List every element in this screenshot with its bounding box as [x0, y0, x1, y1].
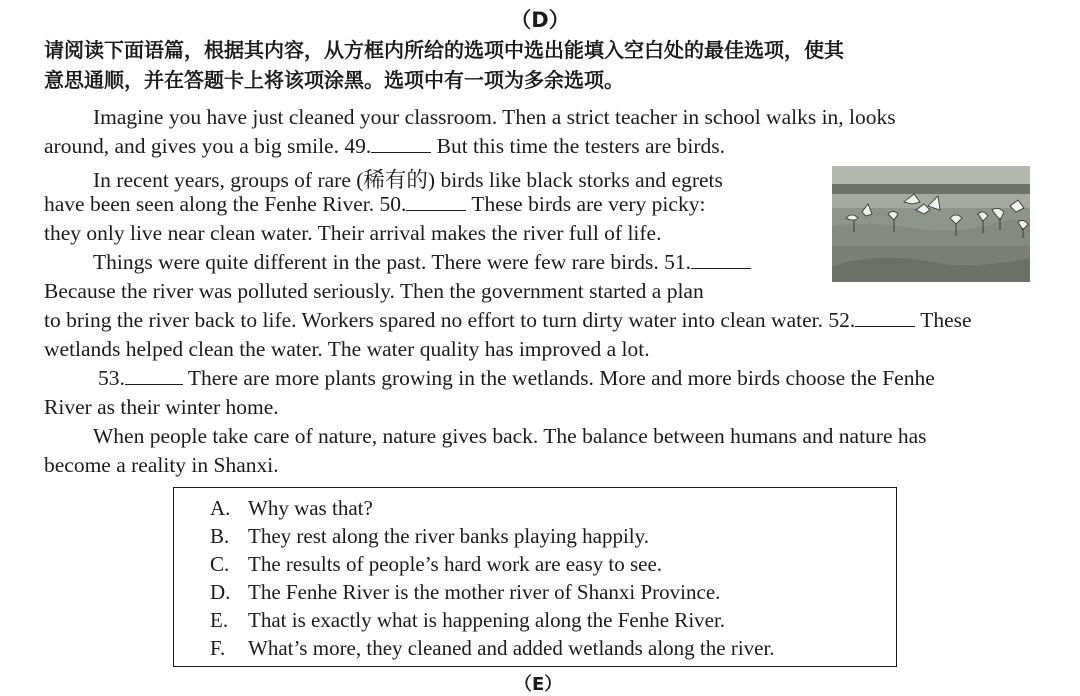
- option-letter: A.: [210, 496, 231, 520]
- option-letter: E.: [210, 608, 229, 632]
- passage-line: Imagine you have just cleaned your classroom. Then a strict teacher in school walks in, looks: [93, 105, 896, 129]
- passage-line: In recent years, groups of rare (稀有的) birds like black storks and egrets: [93, 168, 723, 192]
- option-letter: D.: [210, 580, 231, 604]
- passage-line: [44, 192, 705, 217]
- passage-text: Things were quite different in the past. There were few rare birds. 51.: [93, 250, 692, 274]
- passage-line: [98, 366, 935, 391]
- passage-line: wetlands helped clean the water. The water quality has improved a lot.: [44, 337, 650, 361]
- passage-line: [44, 308, 972, 333]
- option-letter: C.: [210, 552, 230, 576]
- passage-line: [93, 250, 751, 275]
- passage-line: River as their winter home.: [44, 395, 279, 419]
- answer-blank-50[interactable]: [406, 192, 466, 211]
- birds-photo: [832, 166, 1030, 282]
- passage-text: 53.: [98, 366, 125, 390]
- passage-text: have been seen along the Fenhe River. 50.: [44, 192, 407, 216]
- passage-line: When people take care of nature, nature gives back. The balance between humans and nature has: [93, 424, 927, 448]
- option-text: The results of people’s hard work are easy to see.: [248, 552, 663, 576]
- option-d[interactable]: [210, 580, 720, 605]
- passage-text: These: [915, 308, 972, 332]
- answer-blank-52[interactable]: [855, 308, 915, 327]
- option-letter: F.: [210, 636, 226, 660]
- instruction-line-1: 请阅读下面语篇，根据其内容，从方框内所给的选项中选出能填入空白处的最佳选项，使其: [44, 38, 844, 62]
- passage-text: There are more plants growing in the wetlands. More and more birds choose the Fenhe: [182, 366, 935, 390]
- option-a[interactable]: [210, 496, 373, 521]
- instruction-line-2: 意思通顺，并在答题卡上将该项涂黑。选项中有一项为多余选项。: [44, 68, 624, 92]
- options-box: [173, 487, 897, 667]
- passage-text: These birds are very picky:: [466, 192, 706, 216]
- option-c[interactable]: [210, 552, 662, 577]
- answer-blank-53[interactable]: [125, 366, 183, 385]
- option-text: That is exactly what is happening along the Fenhe River.: [248, 608, 726, 632]
- option-letter: B.: [210, 524, 230, 548]
- answer-blank-49[interactable]: [371, 134, 431, 153]
- passage-line: Because the river was polluted seriously. Then the government started a plan: [44, 279, 704, 303]
- option-text: Why was that?: [248, 496, 373, 520]
- passage-text: to bring the river back to life. Workers spared no effort to turn dirty water into clean water. 52.: [44, 308, 856, 332]
- passage-line: they only live near clean water. Their arrival makes the river full of life.: [44, 221, 662, 245]
- option-text: The Fenhe River is the mother river of Shanxi Province.: [248, 580, 721, 604]
- option-f[interactable]: [210, 636, 775, 661]
- option-e[interactable]: [210, 608, 725, 633]
- passage-text: around, and gives you a big smile. 49.: [44, 134, 372, 158]
- passage-text: But this time the testers are birds.: [431, 134, 726, 158]
- next-section-heading: （E）: [514, 674, 563, 695]
- option-text: They rest along the river banks playing happily.: [248, 524, 650, 548]
- passage-line: become a reality in Shanxi.: [44, 453, 279, 477]
- option-text: What’s more, they cleaned and added wetlands along the river.: [248, 636, 775, 660]
- section-heading: （D）: [510, 8, 570, 32]
- option-b[interactable]: [210, 524, 649, 549]
- passage-line: [44, 134, 725, 159]
- answer-blank-51[interactable]: [691, 250, 751, 269]
